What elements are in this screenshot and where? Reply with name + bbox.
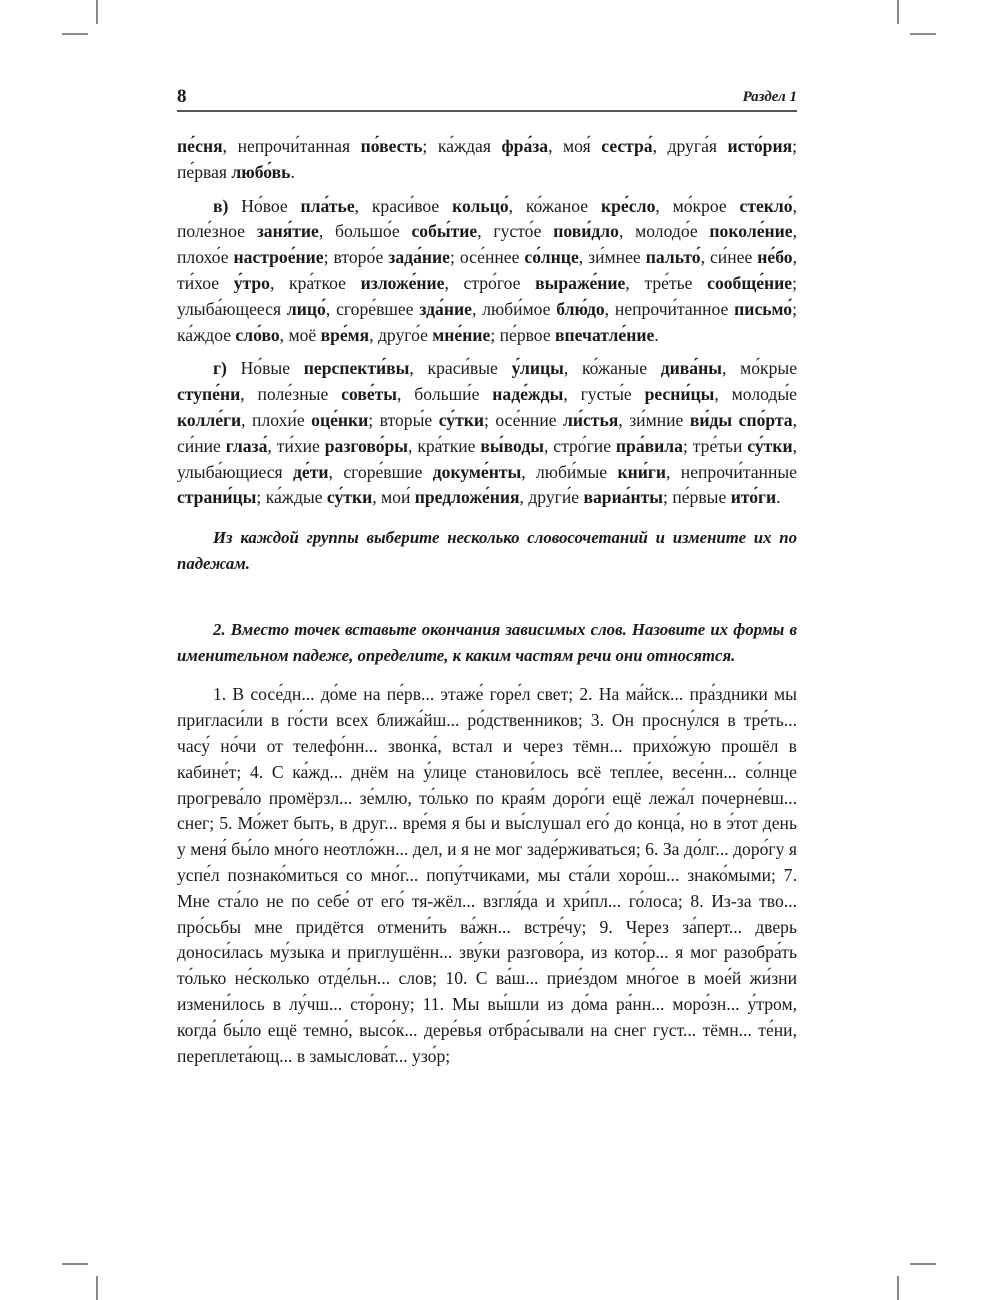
text-run: Но́вое [241, 195, 301, 216]
key-noun: пе́сня [177, 136, 223, 156]
key-noun: собы́тие [411, 221, 478, 242]
key-noun: ступе́ни [177, 384, 241, 405]
text-run: ; осе́ннее [449, 247, 525, 268]
key-noun: вре́мя [320, 324, 370, 345]
section-title: Раздел 1 [742, 89, 797, 105]
text-run: , улыба́ющиеся [177, 435, 797, 482]
text-run: , друго́е [369, 324, 433, 345]
key-noun: фра́за [501, 136, 549, 156]
text-run: , стро́гие [543, 435, 616, 456]
key-noun: глаза́ [225, 435, 268, 456]
text-run: , непрочи́танное [604, 298, 735, 319]
key-noun: заня́тие [256, 221, 319, 242]
key-noun: поколе́ние [709, 221, 793, 242]
key-noun: исто́рия [727, 136, 793, 156]
text-run: , зи́мнее [578, 247, 646, 268]
text-run: ; улыба́ющееся [177, 272, 797, 319]
crop-mark-top-right-horizontal [910, 33, 936, 35]
text-run: , кра́ткие [408, 435, 481, 456]
key-noun: не́бо [757, 247, 793, 268]
text-run: , большо́е [318, 221, 412, 242]
text-run: , стро́гое [444, 272, 536, 293]
key-noun: мне́ние [432, 324, 491, 345]
text-run: , други́е [519, 487, 584, 508]
key-noun: ито́ги [730, 487, 777, 508]
key-noun: по́весть [360, 136, 423, 156]
text-run: , моя́ [548, 136, 602, 156]
crop-mark-bottom-right-horizontal [910, 1263, 936, 1265]
key-noun: наде́жды [492, 384, 564, 405]
text-run: , плохи́е [241, 409, 312, 430]
exercise2-instruction [177, 617, 797, 669]
text-run: , больши́е [397, 384, 493, 405]
text-run: , непрочи́танные [666, 461, 797, 482]
book-page [177, 80, 797, 1069]
key-noun: кни́ги [617, 461, 666, 482]
key-noun: зада́ние [388, 247, 450, 268]
key-noun: пови́дло [553, 221, 619, 242]
text-run: , люби́мые [521, 461, 618, 482]
text-run: , сгоре́вшие [328, 461, 433, 482]
key-noun: пра́вила [615, 435, 683, 456]
key-noun: дива́ны [660, 358, 722, 379]
key-noun: выраже́ние [535, 272, 626, 293]
text-run: ; второ́е [323, 247, 389, 268]
key-noun: кре́сло [600, 195, 656, 216]
text-run: , ти́хие [267, 435, 325, 456]
crop-mark-bottom-left-vertical [96, 1276, 98, 1300]
text-run: , мои́ [372, 487, 415, 508]
key-noun: со́лнце [524, 247, 579, 268]
key-noun: любо́вь [231, 161, 291, 182]
text-run: ; ка́ждая [422, 136, 502, 156]
running-header [177, 80, 797, 112]
key-noun: настрое́ние [233, 247, 324, 268]
key-noun: де́ти [293, 461, 329, 482]
crop-mark-top-right-vertical [897, 0, 899, 24]
key-noun: су́тки [747, 435, 793, 456]
key-noun: впечатле́ние [555, 324, 655, 345]
key-noun: вы́воды [480, 435, 544, 456]
text-run: . [290, 161, 295, 182]
text-run: , ти́хое [177, 247, 797, 293]
text-run: . [776, 487, 781, 508]
text-run: ; пе́рвые [663, 487, 731, 508]
text-run: , молодо́е [618, 221, 710, 242]
exercise1-group-v [177, 194, 797, 349]
text-run: , поле́зные [240, 384, 342, 405]
key-noun: кольцо́ [452, 195, 509, 216]
page-number: 8 [177, 86, 187, 107]
exercise1-group-g [177, 356, 797, 511]
key-noun: сестра́ [601, 136, 653, 156]
text-run: , си́нее [700, 247, 758, 268]
key-noun: сообще́ние [707, 272, 793, 293]
text-run: ; пе́рвая [177, 136, 797, 182]
exercise1-instruction: Из каждой группы выберите несколько словосочетаний и измените их по падежам. [177, 528, 797, 573]
text-run: , густы́е [563, 384, 645, 405]
text-run: , непрочи́танная [222, 136, 361, 156]
exercise2-text: 1. В сосе́дн... до́ме на пе́рв... этаже́ горе́л свет; 2. На ма́йск... пра́здники мы пригласи́ли в го́сти всех ближа́йш... ро́дственников; 3. Он просну́лся в тре́ть... часу́ но́чи от телефо́нн... звонка́, встал и через тёмн... прихо́жую прошёл в кабине́т; 4. С ка́жд... днём на у́лице станови́лось всё тепле́е, весе́нн... со́лнце прогрева́ло промёрзл... зе́млю, то́лько по края́м доро́ги ещё лежа́л почерне́вш... снег; 5. Мо́жет быть, в друг... вре́мя я бы и вы́слушал его́ до конца́, но в э́тот день у меня́ бы́ло мно́го неотло́жн... дел, и я не мог заде́рживаться; 6. За до́лг... доро́гу я успе́л познако́миться со мно́г... попу́тчиками, мы ста́ли хоро́ш... знако́мыми; 7. Мне ста́ло не по себе́ от его́ тя-жёл... взгля́да и хри́пл... го́лоса; 8. Из-за тво... про́сьбы мне придётся отмени́ть ва́жн... встре́чу; 9. Через за́перт... дверь доноси́лась му́зыка и приглушённ... зву́ки разгово́ра, из кото́р... я мог разобра́ть то́лько не́сколько отде́льн... слов; 10. С ва́ш... прие́здом мно́гое в мое́й жи́зни измени́лось в лу́чш... сто́рону; 11. Мы вы́шли из до́ма ра́нн... моро́зн... у́тром, когда́ бы́ло ещё темно́, высо́к... дере́вья отбра́сывали на снег густ... тёмн... те́ни, переплета́ющ... в замыслова́т... узо́р; [177, 684, 797, 1066]
key-noun: разгово́ры [324, 435, 409, 456]
page-body [177, 134, 797, 1069]
key-noun: у́тро [233, 272, 270, 293]
text-run: , ко́жаные [563, 358, 661, 379]
key-noun: зда́ние [419, 298, 472, 319]
text-run: , молоды́е [714, 384, 797, 405]
text-run: , краси́вые [409, 358, 512, 379]
exercise1-continuation [177, 134, 797, 186]
text-run: ; ка́ждые [256, 487, 327, 508]
exercise2-instruction-text: Вместо точек вставьте окончания зависимых слов. Назовите их формы в именительном падеже, определите, к каким частям речи они относятся. [177, 619, 797, 665]
key-noun: пла́тье [300, 195, 355, 216]
key-noun: пальто́ [645, 247, 701, 268]
key-noun: ресни́цы [644, 384, 715, 405]
text-run: , моё [279, 324, 321, 345]
text-run: , кра́ткое [269, 272, 361, 293]
text-run: ; пе́рвое [490, 324, 556, 345]
key-noun: г) [213, 358, 241, 379]
key-noun: вариа́нты [583, 487, 664, 508]
key-noun: лицо́ [286, 298, 326, 319]
crop-mark-bottom-right-vertical [897, 1276, 899, 1300]
exercise2-number: 2. [213, 619, 226, 639]
text-run: , плохо́е [177, 221, 797, 268]
key-noun: су́тки [326, 487, 373, 508]
crop-mark-top-left-vertical [96, 0, 98, 24]
text-run: . [654, 324, 659, 345]
key-noun: в) [213, 195, 242, 216]
key-noun: письмо́ [734, 298, 793, 319]
text-run: , зи́мние [618, 409, 690, 430]
text-run: , мо́крые [721, 358, 798, 379]
key-noun: су́тки [438, 409, 485, 430]
key-noun: предложе́ния [414, 487, 520, 508]
text-run: , краси́вое [354, 195, 453, 216]
key-noun: стекло́ [739, 195, 793, 216]
crop-mark-bottom-left-horizontal [62, 1263, 88, 1265]
key-noun: перспекти́вы [303, 358, 410, 379]
key-noun: докуме́нты [432, 461, 522, 482]
text-run: , си́ние [177, 409, 798, 456]
text-run: , мо́крое [655, 195, 740, 216]
key-noun: сове́ты [341, 384, 398, 405]
text-run: ; ка́ждое [177, 298, 797, 345]
text-run: ; вторы́е [368, 409, 439, 430]
key-noun: изложе́ние [360, 272, 445, 293]
text-run: ; осе́нние [484, 409, 564, 430]
key-noun: сло́во [235, 324, 280, 345]
crop-mark-top-left-horizontal [62, 33, 88, 35]
text-run: , ко́жаное [508, 195, 601, 216]
text-run: , густо́е [477, 221, 554, 242]
key-noun: ви́ды спо́рта [689, 409, 793, 430]
key-noun: страни́цы [177, 487, 257, 508]
key-noun: ли́стья [563, 409, 619, 430]
text-run: , люби́мое [471, 298, 557, 319]
text-run: , друга́я [652, 136, 728, 156]
key-noun: колле́ги [177, 409, 242, 430]
key-noun: блю́до [556, 298, 605, 319]
key-noun: у́лицы [511, 358, 564, 379]
text-run: ; тре́тьи [682, 435, 748, 456]
key-noun: оце́нки [311, 409, 369, 430]
text-run: , тре́тье [625, 272, 708, 293]
text-run: , сгоре́вшее [325, 298, 420, 319]
text-run: Но́вые [240, 358, 304, 379]
text-run: , поле́зное [177, 195, 797, 242]
